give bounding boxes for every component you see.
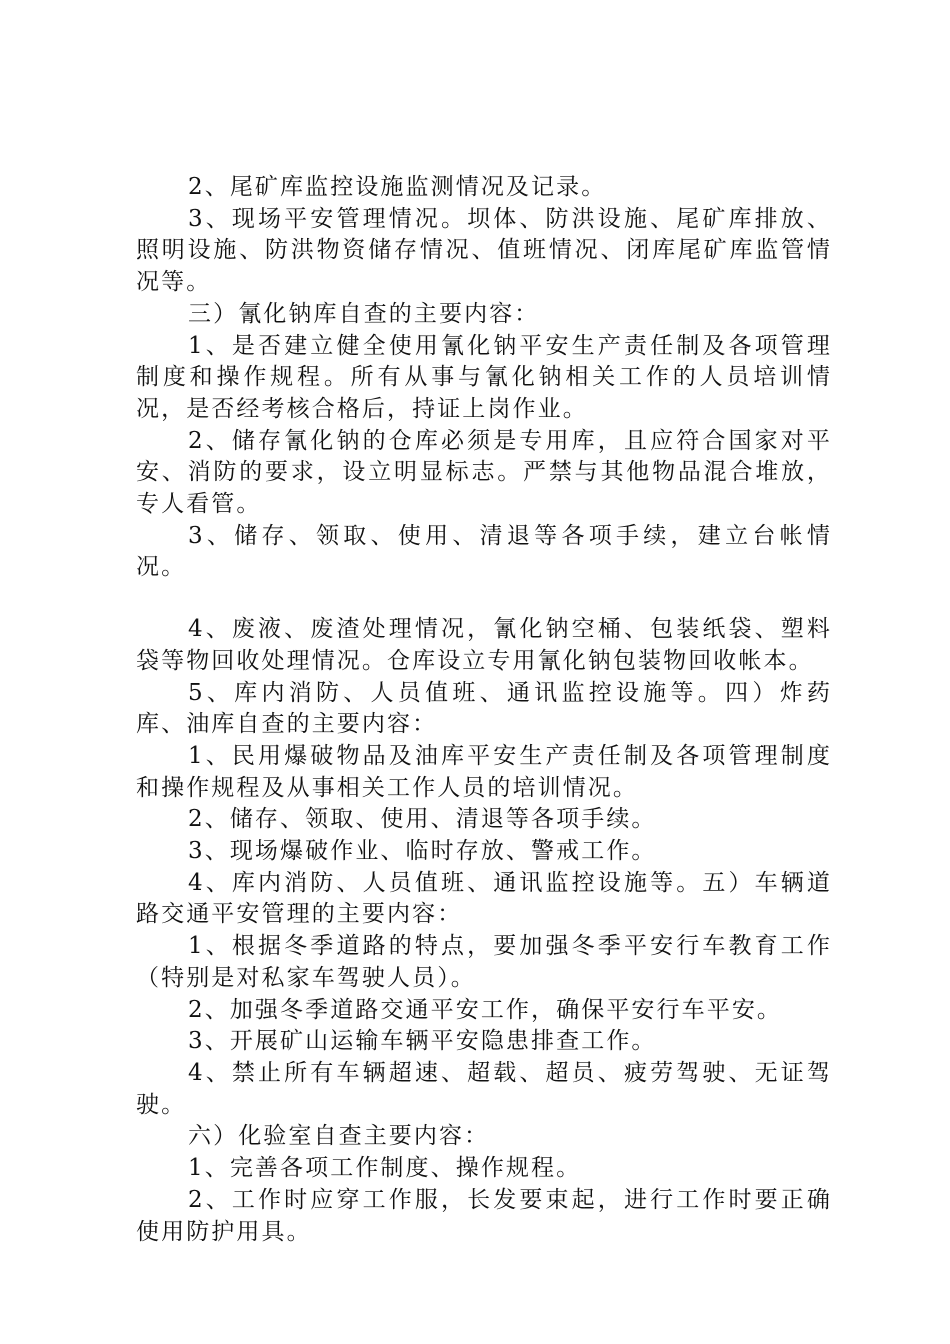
- section-heading: 六）化验室自查主要内容：: [188, 1123, 490, 1150]
- paragraph: 1、根据冬季道路的特点，要加强冬季平安行车教育工作（特别是对私家车驾驶人员）。: [136, 933, 832, 991]
- paragraph: 2、储存、领取、使用、清退等各项手续。: [188, 806, 657, 833]
- paragraph: 1、民用爆破物品及油库平安生产责任制及各项管理制度和操作规程及从事相关工作人员的培训情况。: [136, 742, 832, 801]
- paragraph: 4、禁止所有车辆超速、超载、超员、疲劳驾驶、无证驾驶。: [136, 1059, 832, 1118]
- paragraph: 2、加强冬季道路交通平安工作，确保平安行车平安。: [188, 996, 783, 1023]
- paragraph: 1、完善各项工作制度、操作规程。: [188, 1155, 582, 1182]
- paragraph: 1、是否建立健全使用氰化钠平安生产责任制及各项管理制度和操作规程。所有从事与氰化钠相关工作的人员培训情况，是否经考核合格后，持证上岗作业。: [136, 332, 832, 422]
- paragraph: 4、废液、废渣处理情况，氰化钠空桶、包装纸袋、塑料袋等物回收处理情况。仓库设立专用氰化钠包装物回收帐本。: [136, 616, 832, 674]
- paragraph: 3、储存、领取、使用、清退等各项手续，建立台帐情况。: [136, 522, 832, 581]
- section-heading: 三）氰化钠库自查的主要内容：: [188, 300, 540, 327]
- paragraph: 5、库内消防、人员值班、通讯监控设施等。四）炸药库、油库自查的主要内容：: [136, 679, 832, 738]
- paragraph: 2、尾矿库监控设施监测情况及记录。: [188, 174, 607, 200]
- paragraph: 3、现场平安管理情况。坝体、防洪设施、尾矿库排放、照明设施、防洪物资储存情况、值班情况、闭库尾矿库监管情况等。: [136, 205, 832, 296]
- paragraph: 2、储存氰化钠的仓库必须是专用库，且应符合国家对平安、消防的要求，设立明显标志。严禁与其他物品混合堆放，专人看管。: [136, 427, 832, 518]
- paragraph: 3、开展矿山运输车辆平安隐患排查工作。: [188, 1028, 657, 1055]
- paragraph: 2、工作时应穿工作服，长发要束起，进行工作时要正确使用防护用具。: [136, 1186, 832, 1245]
- paragraph: 3、现场爆破作业、临时存放、警戒工作。: [188, 838, 657, 865]
- document-body: [136, 172, 832, 1248]
- paragraph: 4、库内消防、人员值班、通讯监控设施等。五）车辆道路交通平安管理的主要内容：: [136, 869, 832, 928]
